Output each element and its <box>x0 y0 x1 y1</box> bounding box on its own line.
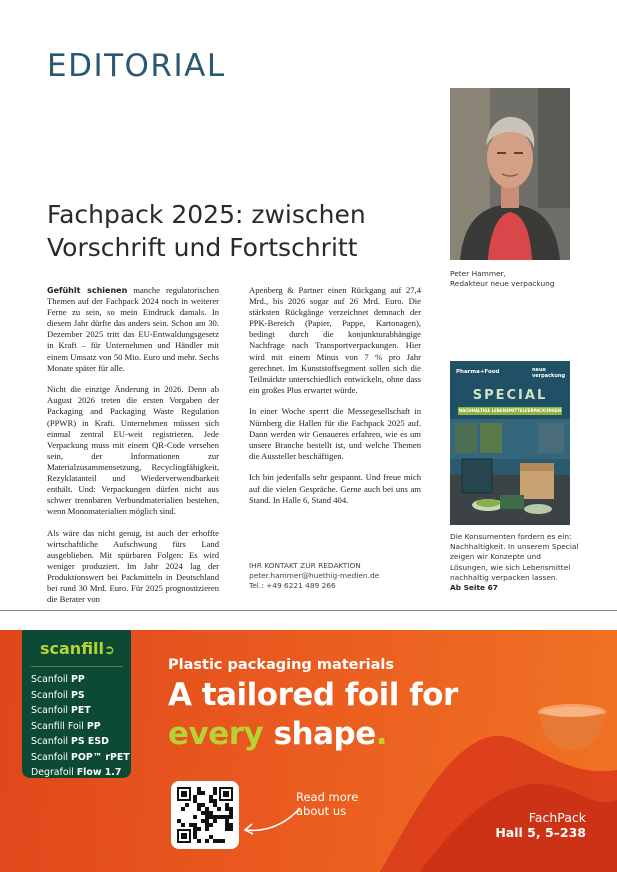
qr-module <box>201 803 205 807</box>
magazine-cover[interactable] <box>450 361 570 525</box>
qr-module <box>225 819 229 823</box>
article-lead-in: Gefühlt schienen <box>47 286 128 295</box>
magazine-caption-text: Die Konsumenten fordern es ein: Nachhaltigkeit. In unserem Special zeigen wir Konzepte und Lösungen, wie sich Lebensmittel nachhaltig verpacken lassen. <box>450 532 579 582</box>
section-title: EDITORIAL <box>47 48 226 84</box>
qr-module <box>181 807 185 811</box>
qr-module <box>205 823 209 827</box>
read-more-line1: Read more <box>296 790 359 804</box>
ad-headline-shape: shape <box>273 716 376 752</box>
product-item: Scanfill Foil PP <box>31 720 101 732</box>
qr-module <box>221 839 225 843</box>
qr-module <box>213 839 217 843</box>
ad-headline-dot: . <box>375 716 387 752</box>
fair-booth: Hall 5, 5–238 <box>495 825 586 840</box>
qr-module <box>201 811 205 815</box>
article-paragraph: Ich bin jedenfalls sehr gespannt. Und freue mich auf die vielen Gespräche. Gerne auch bei uns am Stand. In Halle 6, Stand 404. <box>249 472 421 505</box>
qr-module <box>229 807 233 811</box>
qr-module <box>225 827 229 831</box>
qr-module <box>217 839 221 843</box>
article-headline: Fachpack 2025: zwischen Vorschrift und Fortschritt <box>47 200 366 262</box>
product-item: Scanfoil PET <box>31 705 91 716</box>
qr-module <box>197 827 201 831</box>
ad-product-bowl <box>536 702 608 754</box>
brand-logo <box>40 639 115 658</box>
magazine-logo-right: neue verpackung <box>532 367 566 379</box>
product-item: Degrafoil Flow 1.7 <box>31 767 122 778</box>
qr-module <box>213 819 217 823</box>
qr-module <box>193 815 197 819</box>
article-text: manche regulatorischen Themen auf der Fachpack 2024 noch in weiterer Ferne zu sein, so mein Eindruck damals. In diesem Jahr dürfte das anders sein. Schon am 30. Dezember 2025 tritt das EU-Entwaldungsgesetz in Kraft – für Unternehmen und Händler mit einem Umsatz von 50 Mio. Euro und mehr. Sechs Monate später für alle. <box>47 285 219 373</box>
qr-module <box>197 791 201 795</box>
ad-read-more[interactable] <box>296 790 358 818</box>
article-paragraph: In einer Woche sperrt die Messegesellschaft in Nürnberg die Hallen für die Fachpack 2025 auf. Dann werden wir Genaueres erfahren, wie es um unsere Branche bestellt ist, und welche Themen die Aussteller beschäftigen. <box>249 406 421 461</box>
qr-module <box>193 823 197 827</box>
article-paragraph <box>47 285 219 374</box>
qr-module <box>201 819 205 823</box>
qr-module <box>193 795 197 799</box>
brand-mark-icon: ➲ <box>104 643 115 658</box>
qr-module <box>209 811 213 815</box>
qr-module <box>221 815 225 819</box>
qr-module <box>209 795 213 799</box>
ad-headline-line1: A tailored foil for <box>168 677 458 713</box>
qr-code[interactable] <box>171 781 239 849</box>
product-item: Scanfoil POP™ rPET <box>31 751 130 763</box>
qr-module <box>205 811 209 815</box>
qr-module <box>205 815 209 819</box>
qr-module <box>193 827 197 831</box>
qr-module <box>225 815 229 819</box>
brand-panel <box>22 630 131 778</box>
qr-module <box>193 799 197 803</box>
qr-module <box>213 815 217 819</box>
qr-module <box>213 799 217 803</box>
product-item: Scanfoil PP <box>31 674 85 685</box>
qr-module <box>177 819 181 823</box>
magazine-page-ref[interactable]: Ab Seite 67 <box>450 583 498 593</box>
qr-module <box>197 839 201 843</box>
qr-module <box>217 815 221 819</box>
qr-module <box>193 831 197 835</box>
qr-module <box>225 807 229 811</box>
page-divider <box>0 610 617 611</box>
qr-module <box>225 823 229 827</box>
fair-name: FachPack <box>528 810 586 825</box>
author-name: Peter Hammer, <box>450 269 506 278</box>
qr-module <box>185 803 189 807</box>
contact-phone: Tel.: +49 6221 489 266 <box>249 581 336 591</box>
qr-module <box>213 787 217 791</box>
qr-code-icon <box>177 787 233 843</box>
qr-module <box>229 815 233 819</box>
qr-module <box>229 811 233 815</box>
qr-module <box>205 807 209 811</box>
article-paragraph: Als wäre das nicht genug, ist auch der erhoffte wirtschaftliche Aufschwung fürs Land ausgeblieben. Mit spürbaren Folgen: Es wird weniger produziert. Im Jahr 2024 lag der Produktionswert bei Packmitteln in Deutschland bei rund 30 Mrd. Euro. Für 2025 prognostizieren die Berater von <box>47 527 219 605</box>
fair-info <box>480 810 586 840</box>
qr-module <box>229 827 233 831</box>
qr-module <box>197 787 201 791</box>
qr-module <box>193 835 197 839</box>
product-item: Scanfoil PS <box>31 689 85 701</box>
product-list <box>31 672 130 781</box>
qr-module <box>209 823 213 827</box>
magazine-cover-photo <box>450 419 570 525</box>
ad-headline-line2 <box>168 716 387 752</box>
qr-module <box>213 803 217 807</box>
contact-heading: IHR KONTAKT ZUR REDAKTION <box>249 561 361 570</box>
ad-headline-every: every <box>168 716 264 752</box>
author-caption <box>450 269 580 289</box>
qr-module <box>225 803 229 807</box>
article-paragraph: Apenberg & Partner einen Rückgang auf 27,4 Mrd., bis 2026 sogar auf 26 Mrd. Euro. Die stärksten Rückgänge verzeichnet demnach der PPK-Bereich (Papier, Pappe, Kartonagen), bedingt durch die konjunkturabhängige Nachfrage nach Transportverpackungen. Hier wird mit einem Minus von 7 % pro Jahr gerechnet. Im Kunststoffsegment sollen sich die Teilmärkte unterschiedlich entwickeln, ohne dass ein großes Plus erwartet würde. <box>249 285 421 395</box>
magazine-caption <box>450 532 580 593</box>
magazine-banner: NACHHALTIGE LEBENSMITTELVERPACKUNGEN <box>458 408 562 413</box>
qr-module <box>205 819 209 823</box>
magazine-special: SPECIAL <box>472 388 548 403</box>
article-paragraph: Nicht die einzige Änderung in 2026. Denn ab August 2026 treten die ersten Vorgaben der Packaging and Packaging Waste Regulation (PPWR) in Kraft. Unternehmen müssen sich einmal zentral EU-weit registrieren. Jede Verpackung muss mit einem QR-Code versehen sein, der Informationen zur Materialzusammensetzung, Recyclingfähigkeit, Rezyklatanteil und Wiederverwendbarkeit enthält. Und: Verpackungen dürfen nicht aus schwer trennbaren Verbundmaterialien bestehen, wenn Monomaterialien möglich sind. <box>47 384 219 517</box>
magazine-logo-left: Pharma+Food <box>456 369 500 375</box>
qr-module <box>209 815 213 819</box>
contact-email[interactable]: peter.hammer@huethig-medien.de <box>249 571 380 581</box>
qr-module <box>189 823 193 827</box>
qr-module <box>205 827 209 831</box>
read-more-line2: about us <box>296 804 347 818</box>
qr-module <box>201 791 205 795</box>
qr-module <box>209 799 213 803</box>
scanfill-advertisement[interactable] <box>0 630 617 872</box>
editorial-contact <box>249 561 429 592</box>
qr-module <box>229 823 233 827</box>
ad-subheadline: Plastic packaging materials <box>168 657 395 673</box>
product-item: Scanfoil PS ESD <box>31 736 109 747</box>
article-column-1 <box>47 285 219 616</box>
qr-module <box>205 839 209 843</box>
author-role: Redakteur neue verpackung <box>450 279 555 289</box>
qr-module <box>197 807 201 811</box>
brand-name: scanfill <box>40 639 105 658</box>
brand-divider <box>31 666 123 667</box>
author-portrait <box>450 88 570 260</box>
arrow-left-icon <box>240 802 304 836</box>
qr-module <box>197 803 201 807</box>
qr-module <box>209 835 213 839</box>
qr-module <box>181 823 185 827</box>
qr-module <box>213 791 217 795</box>
qr-module <box>217 807 221 811</box>
article-column-2 <box>249 285 421 516</box>
